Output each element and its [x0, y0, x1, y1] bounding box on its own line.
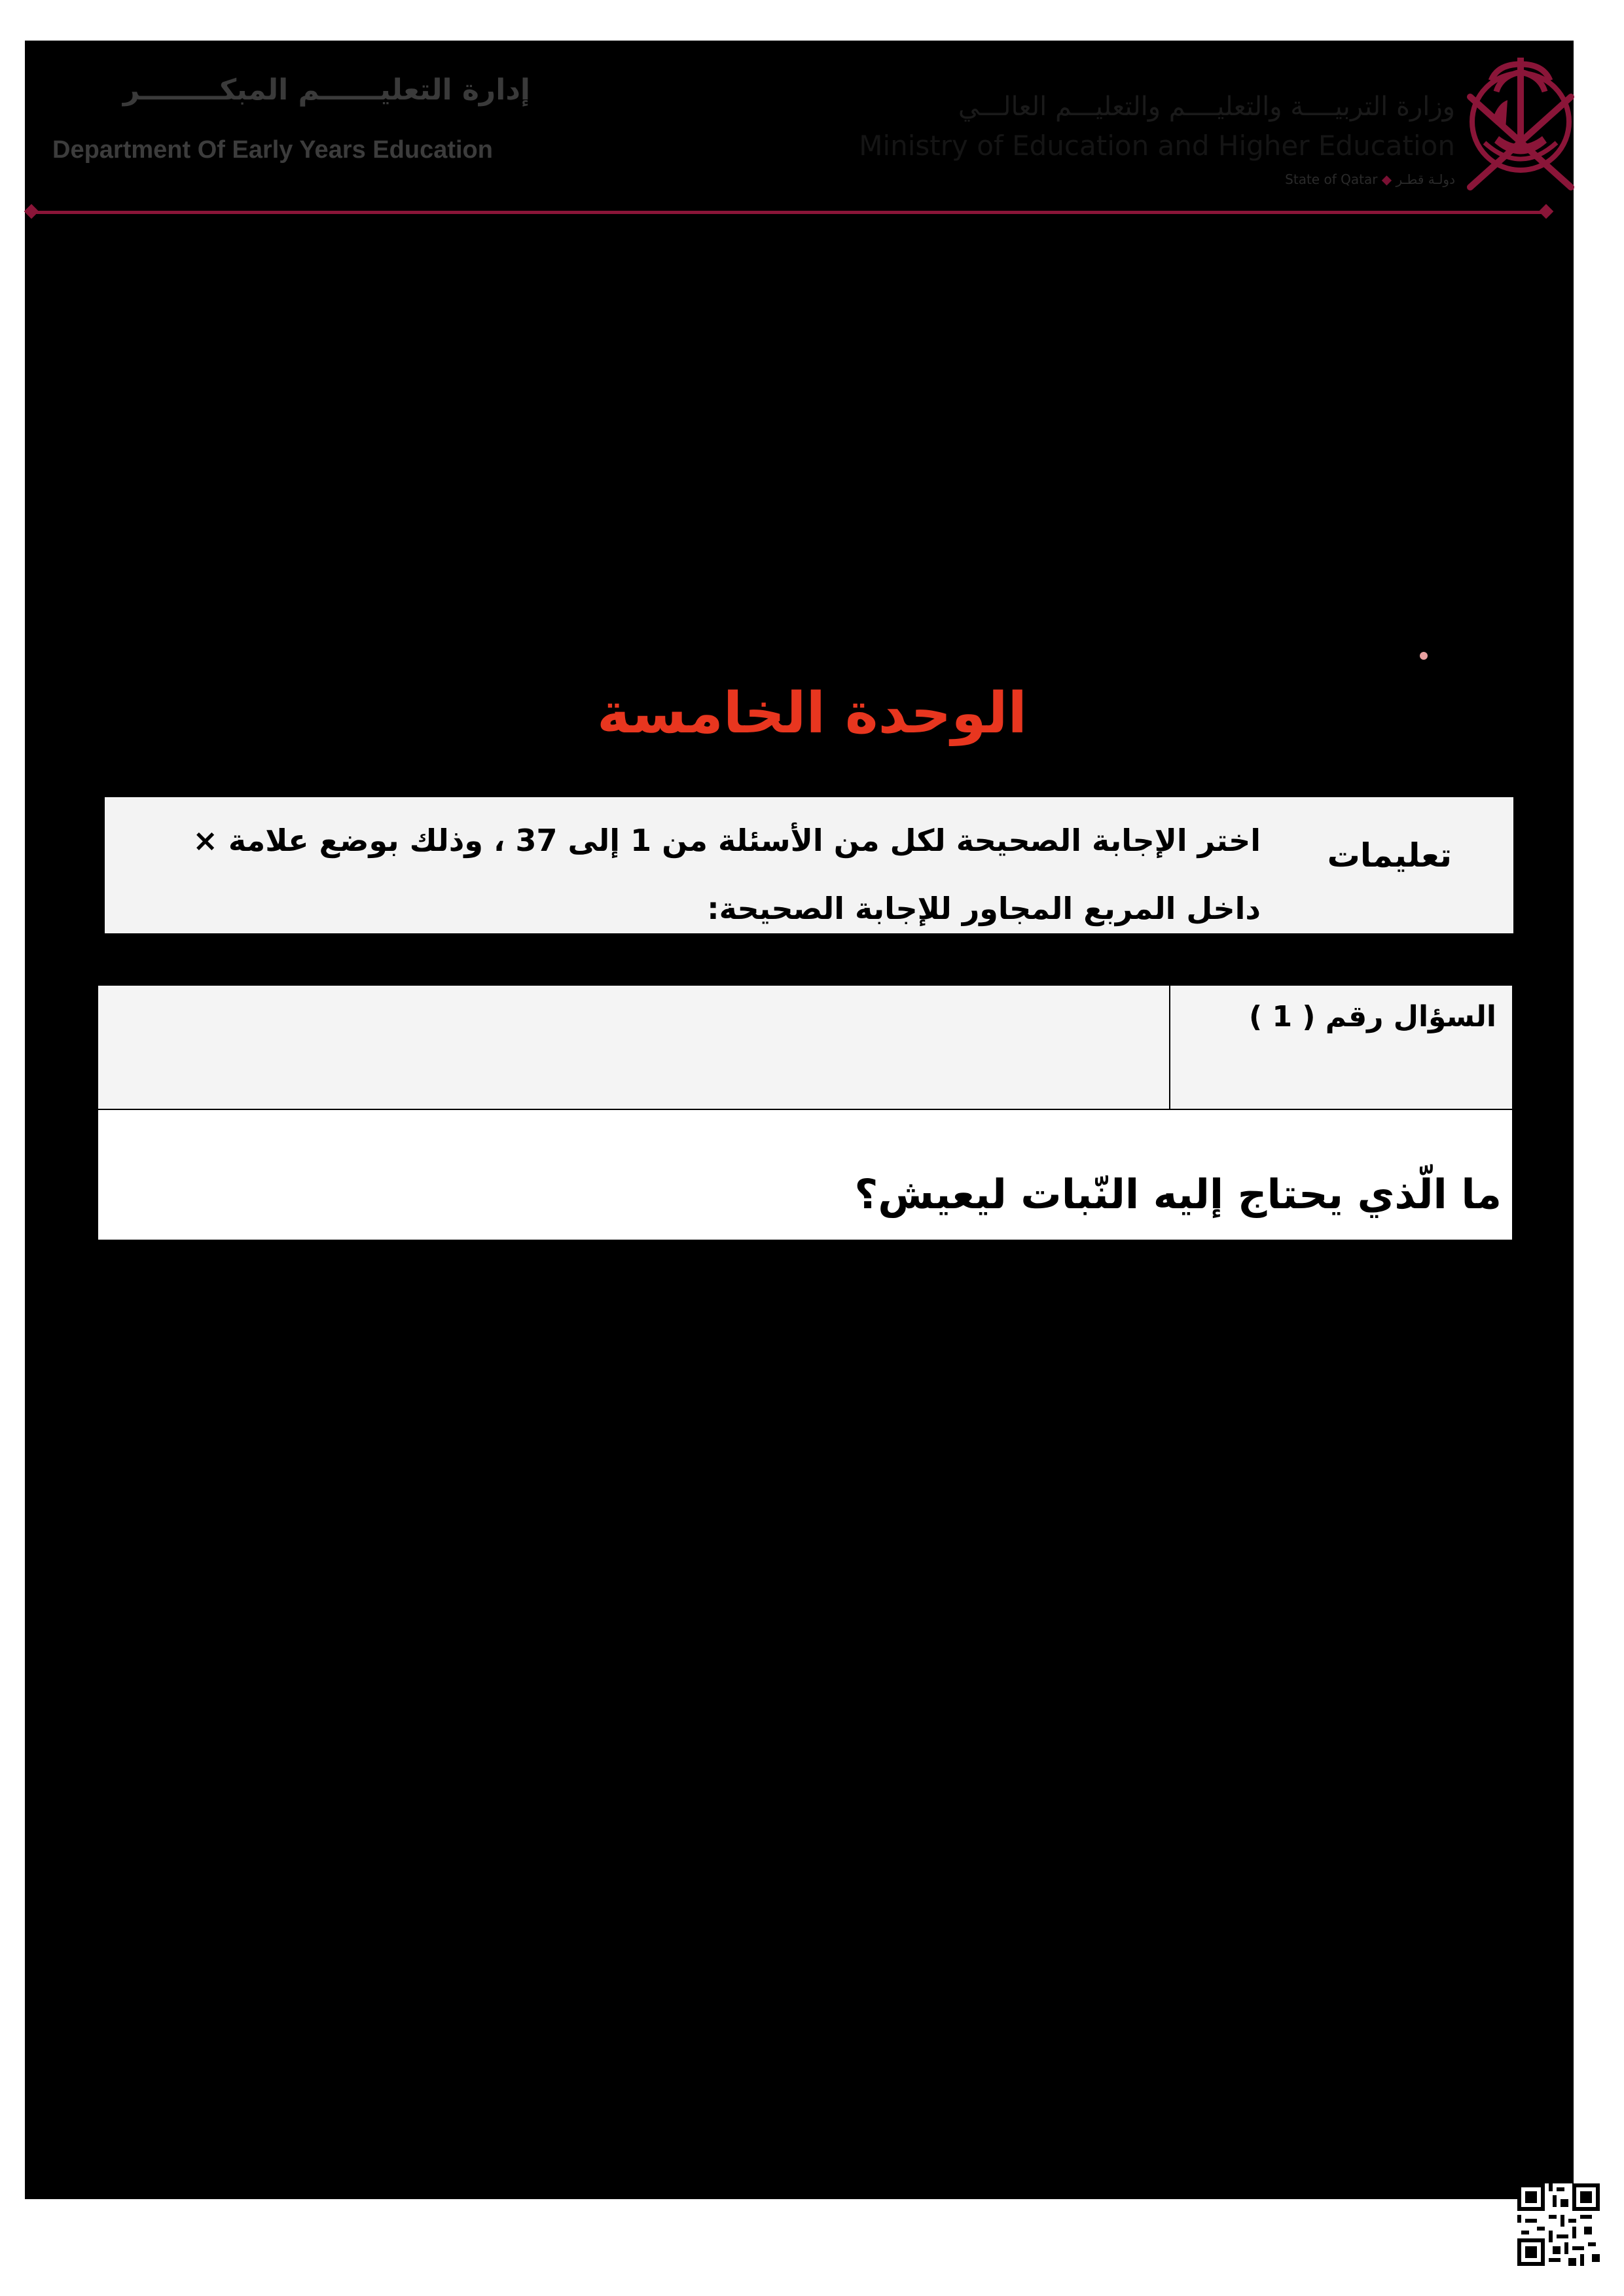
decorative-dot	[1420, 652, 1428, 660]
department-name-arabic: إدارة التعليــــــم المبكــــــــر	[122, 73, 530, 107]
qatar-emblem-icon	[1458, 45, 1583, 195]
separator-dot-icon: ◆	[1381, 171, 1396, 187]
ministry-name-english: Ministry of Education and Higher Education	[859, 130, 1455, 162]
question-header-row	[98, 986, 1512, 1110]
ministry-state-english: State of Qatar	[1285, 171, 1378, 187]
qr-code-icon	[1517, 2183, 1600, 2266]
instructions-text: اختر الإجابة الصحيحة لكل من الأسئلة من 1 إلى 37 ، وذلك بوضع علامة × داخل المربع المجاور للإجابة الصحيحة:	[192, 823, 1261, 926]
ministry-name-arabic: وزارة التربيــــة والتعليــــم والتعليـــم العالـــي	[958, 92, 1455, 122]
ministry-state	[1285, 171, 1455, 187]
ministry-state-arabic: دولـة قطـر	[1396, 171, 1455, 187]
question-text: ما الّذي يحتاج إليه النّبات ليعيش؟	[854, 1170, 1502, 1218]
question-table	[98, 986, 1512, 1240]
question-header-divider	[1169, 986, 1170, 1109]
instructions-label: تعليمات	[1327, 836, 1452, 874]
instructions-box	[105, 797, 1513, 933]
unit-title: الوحدة الخامسة	[596, 681, 1027, 746]
department-name-english: Department Of Early Years Education	[52, 136, 493, 164]
header-divider	[30, 211, 1550, 214]
question-number-label: السؤال رقم ( 1 )	[1249, 1000, 1496, 1033]
